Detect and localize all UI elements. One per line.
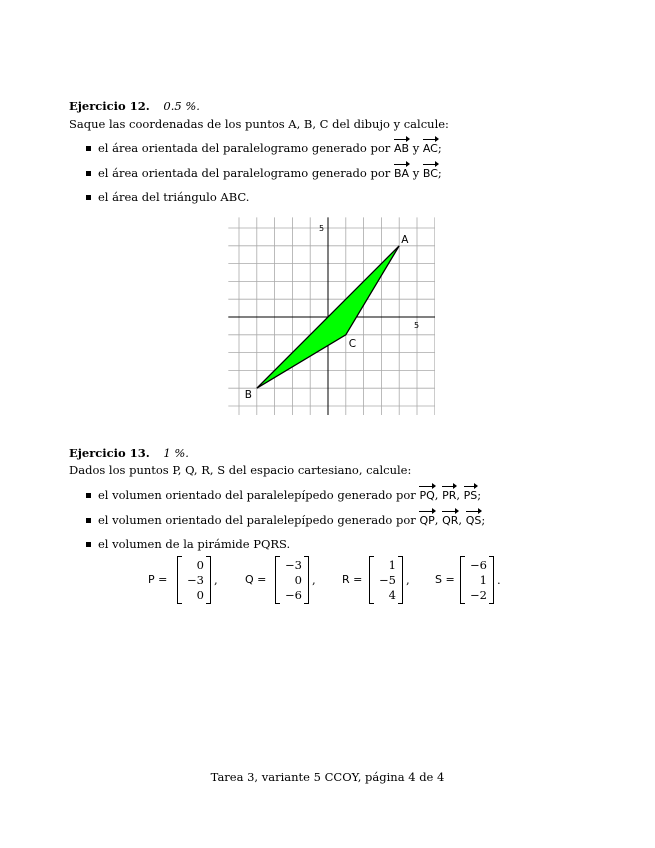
- y-tick-label: 5: [319, 224, 325, 233]
- exercise-12-heading: [69, 99, 200, 113]
- value: −3: [285, 558, 302, 572]
- value: 4: [388, 588, 396, 602]
- vector-pq: PQ: [419, 489, 435, 502]
- value: 0: [196, 558, 204, 572]
- bracket-right: [304, 556, 309, 604]
- separator: ,: [312, 573, 316, 587]
- value: 1: [388, 558, 396, 572]
- bullet-text: el área orientada del paralelogramo generado por: [98, 166, 391, 180]
- bracket-right: [206, 556, 211, 604]
- point-s-values: [463, 558, 487, 603]
- bullet-sep: y: [412, 166, 420, 180]
- bullet-text: el área del triángulo ABC.: [98, 190, 250, 204]
- exercise-13-title: Ejercicio 13.: [69, 446, 150, 460]
- bracket-right: [398, 556, 403, 604]
- bullet-sep: y: [412, 141, 420, 155]
- value: 0: [294, 573, 302, 587]
- value: −6: [285, 588, 302, 602]
- exercise-13-weight: 1 %.: [163, 446, 189, 460]
- vector-bc: BC: [422, 167, 438, 180]
- value: −5: [379, 573, 396, 587]
- point-label-b: B: [244, 389, 253, 402]
- vector-ac: AC: [422, 142, 438, 155]
- vector-ba: BA: [393, 167, 410, 180]
- bullet-text: el volumen orientado del paralelepípedo generado por: [98, 488, 416, 502]
- point-s-label: S =: [435, 573, 455, 586]
- point-r-label: R =: [342, 573, 363, 586]
- bracket-right: [489, 556, 494, 604]
- vector-qs: QS: [465, 514, 482, 527]
- exercise-12-weight: 0.5 %.: [163, 99, 200, 113]
- point-p-values: [180, 558, 204, 603]
- coordinate-grid-chart: [220, 215, 435, 415]
- separator: .: [497, 573, 501, 587]
- value: −3: [187, 573, 204, 587]
- page-footer: Tarea 3, variante 5 CCOY, página 4 de 4: [210, 770, 445, 784]
- separator: ,: [214, 573, 218, 587]
- bullet-end: ;: [437, 141, 442, 155]
- bullet-end: ;: [477, 488, 482, 502]
- point-r-values: [372, 558, 396, 603]
- bullet-end: ;: [437, 166, 442, 180]
- x-tick-label: 5: [414, 321, 420, 330]
- exercise-13-bullet-3: [86, 537, 290, 551]
- exercise-12-bullet-3: [86, 190, 249, 204]
- exercise-12-bullet-2: [86, 166, 442, 180]
- vector-qp: QP: [419, 514, 435, 527]
- exercise-13-heading: [69, 446, 189, 460]
- bullet-text: el área orientada del paralelogramo generado por: [98, 141, 391, 155]
- point-p-label: P =: [148, 573, 168, 586]
- bullet-text: el volumen de la pirámide PQRS.: [98, 537, 291, 551]
- exercise-12-intro: Saque las coordenadas de los puntos A, B, C del dibujo y calcule:: [69, 117, 449, 131]
- point-label-a: A: [401, 233, 409, 246]
- value: 0: [196, 588, 204, 602]
- vector-ab: AB: [393, 142, 410, 155]
- point-q-label: Q =: [245, 573, 267, 586]
- value: −6: [470, 558, 487, 572]
- exercise-12-title: Ejercicio 12.: [69, 99, 150, 113]
- value: −2: [470, 588, 487, 602]
- point-q-values: [278, 558, 302, 603]
- vector-pr: PR: [442, 489, 457, 502]
- exercise-13-bullet-1: el volumen orientado del paralelepípedo generado por PQ, PR, PS;: [86, 488, 481, 502]
- value: 1: [479, 573, 487, 587]
- exercise-12-bullet-1: [86, 141, 442, 155]
- bullet-text: el volumen orientado del paralelepípedo generado por: [98, 513, 416, 527]
- separator: ,: [406, 573, 410, 587]
- bullet-end: ;: [481, 513, 486, 527]
- vector-qr: QR: [442, 514, 459, 527]
- exercise-13-intro: Dados los puntos P, Q, R, S del espacio cartesiano, calcule:: [69, 463, 412, 477]
- point-vectors: [148, 556, 508, 606]
- exercise-13-bullet-2: el volumen orientado del paralelepípedo generado por QP, QR, QS;: [86, 513, 485, 527]
- vector-ps: PS: [463, 489, 478, 502]
- point-label-c: C: [348, 337, 357, 350]
